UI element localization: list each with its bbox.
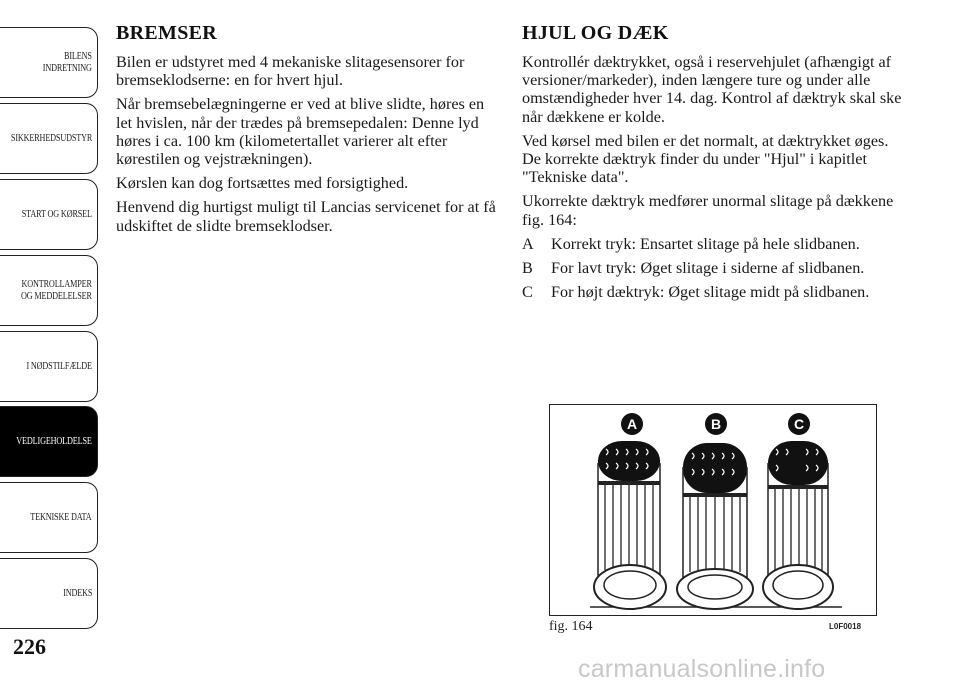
list-key: C bbox=[522, 283, 533, 302]
tab-label: BILENS bbox=[64, 50, 92, 62]
tyre-wear-illustration bbox=[550, 405, 876, 615]
paragraph: Ved kørsel med bilen er det normalt, at dæktrykket øges. De korrekte dæktryk finder du under "Hjul" i kapitlet "Tekniske data". bbox=[522, 131, 889, 187]
tab-label: SIKKERHEDSUDSTYR bbox=[10, 132, 92, 144]
paragraph: Når bremsebelægningerne er ved at blive slidte, høres en let hvislen, når der trædes på bremsepedalen: Denne lyd høres i ca. 100 km (kilometertallet varierer alt efter kørestilen og vejstrækningen). bbox=[116, 95, 485, 169]
tyre-b bbox=[677, 443, 753, 609]
tab-label: VEDLIGEHOLDELSE bbox=[16, 435, 92, 447]
tyre-a bbox=[594, 441, 666, 609]
tyre-c bbox=[763, 441, 833, 609]
paragraph: Henvend dig hurtigst muligt til Lancias servicenet for at få udskiftet de slidte bremseklodser. bbox=[116, 198, 496, 235]
tab-label: INDRETNING bbox=[43, 62, 92, 74]
list-text: For højt dæktryk: Øget slitage midt på slidbanen. bbox=[551, 283, 870, 302]
page-number: 226 bbox=[13, 634, 46, 659]
tyre-wear-figure bbox=[549, 404, 877, 616]
sidebar-tab-tekniske-data[interactable] bbox=[0, 482, 98, 553]
section-heading: HJUL OG DÆK bbox=[522, 22, 669, 44]
marker-c bbox=[788, 413, 810, 435]
sidebar-tab-start-og-korsel[interactable] bbox=[0, 179, 98, 250]
list-item bbox=[522, 235, 902, 253]
sidebar-tab-kontrollamper[interactable] bbox=[0, 255, 98, 326]
marker-label: B bbox=[710, 416, 722, 432]
list-item bbox=[522, 259, 902, 277]
brakes-section bbox=[116, 22, 496, 241]
sidebar-tab-indeks[interactable] bbox=[0, 558, 98, 629]
marker-b bbox=[705, 413, 727, 435]
section-heading: BREMSER bbox=[116, 22, 218, 44]
tab-label: OG MEDDELELSER bbox=[21, 290, 92, 302]
wheels-tyres-section bbox=[522, 22, 902, 307]
list-text: For lavt tryk: Øget slitage i siderne af slidbanen. bbox=[551, 259, 865, 278]
list-key: B bbox=[522, 259, 533, 278]
sidebar-tab-vedligeholdelse[interactable] bbox=[0, 406, 98, 477]
paragraph: Bilen er udstyret med 4 mekaniske slitagesensorer for bremseklodserne: en for hvert hjul. bbox=[116, 53, 465, 90]
list-key: A bbox=[522, 234, 534, 253]
tab-label: INDEKS bbox=[62, 587, 92, 599]
sidebar-tab-sikkerhedsudstyr[interactable] bbox=[0, 103, 98, 174]
figure-code: L0F0018 bbox=[829, 622, 862, 631]
tab-label: START OG KØRSEL bbox=[21, 208, 92, 220]
list-item bbox=[522, 283, 902, 301]
marker-a bbox=[621, 413, 643, 435]
figure-caption: fig. 164 bbox=[549, 619, 593, 634]
marker-label: C bbox=[793, 416, 805, 432]
paragraph: Kørslen kan dog fortsættes med forsigtighed. bbox=[116, 174, 409, 193]
sidebar-tab-bilens-indretning[interactable] bbox=[0, 27, 98, 98]
watermark: carmanualsonline.info bbox=[578, 655, 826, 683]
list-text: Korrekt tryk: Ensartet slitage på hele slidbanen. bbox=[551, 234, 860, 253]
tab-label: TEKNISKE DATA bbox=[30, 511, 92, 523]
tab-label: KONTROLLAMPER bbox=[21, 278, 92, 290]
tab-label: I NØDSTILFÆLDE bbox=[26, 360, 92, 372]
paragraph: Kontrollér dæktrykket, også i reservehjulet (afhængigt af versioner/markeder), inden længere ture og under alle omstændigheder hver 14. dag. Kontrol af dæktryk skal ske når dækkene er kolde. bbox=[522, 53, 902, 126]
sidebar-tab-i-nodstilfaelde[interactable] bbox=[0, 331, 98, 402]
marker-label: A bbox=[626, 416, 638, 432]
paragraph: Ukorrekte dæktryk medfører unormal slitage på dækkene fig. 164: bbox=[522, 192, 894, 229]
